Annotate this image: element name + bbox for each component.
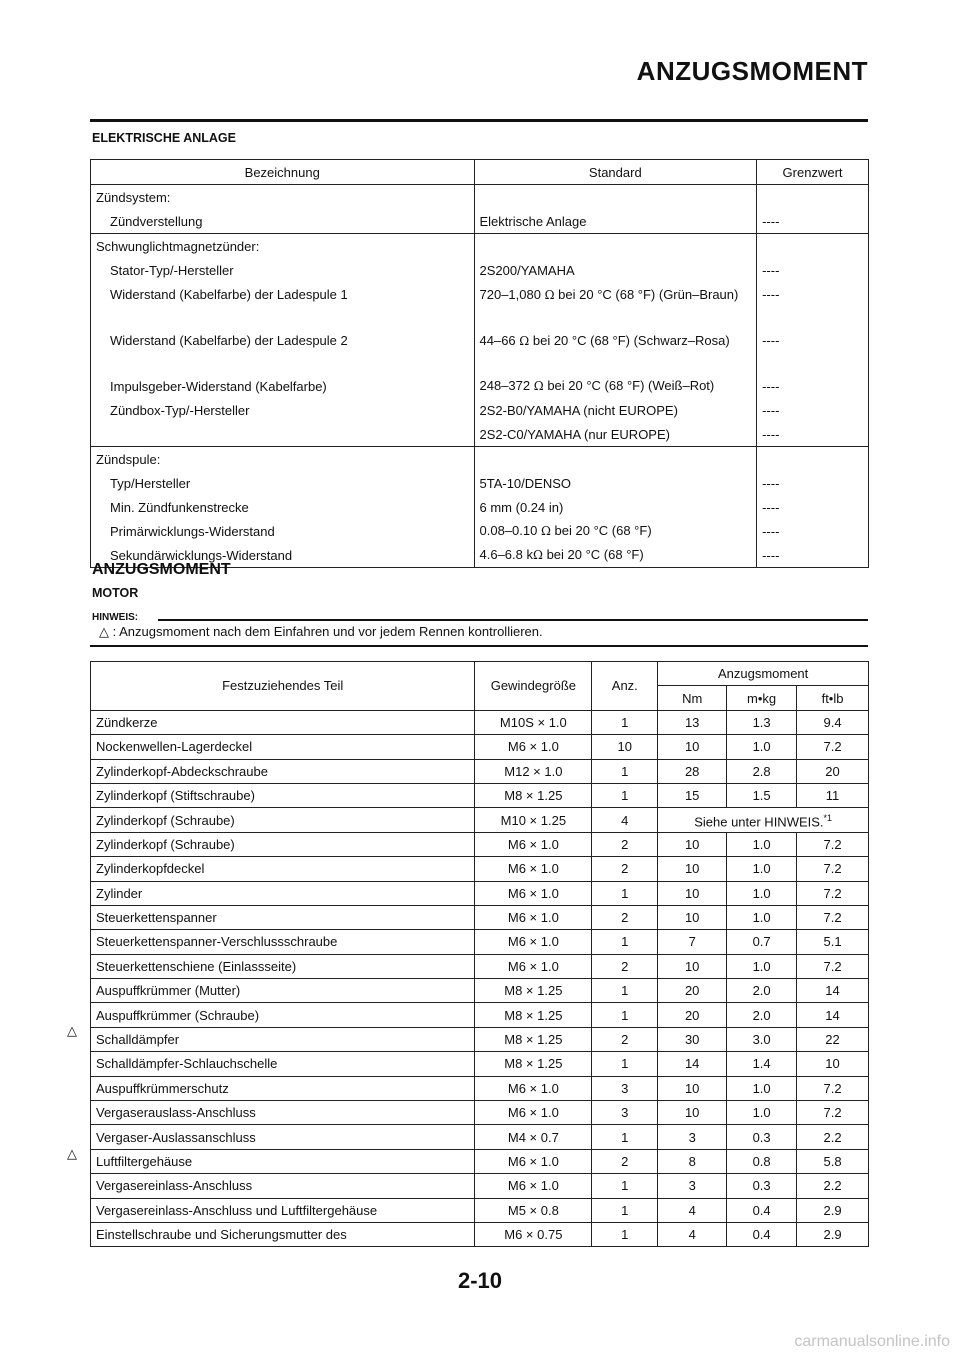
triangle-icon: △ xyxy=(67,1023,77,1038)
quantity: 2 xyxy=(592,832,658,856)
note-text: : Anzugsmoment nach dem Einfahren und vor jedem Rennen kontrollieren. xyxy=(112,624,543,639)
torque-nm: 15 xyxy=(658,783,727,807)
watermark: carmanualsonline.info xyxy=(794,1333,950,1350)
table-row xyxy=(91,422,869,447)
torque-nm: 20 xyxy=(658,1003,727,1027)
table-row xyxy=(91,905,869,929)
torque-mkg: 1.4 xyxy=(727,1052,797,1076)
spec-standard: 2S200/YAMAHA xyxy=(474,258,757,282)
torque-ftlb: 11 xyxy=(797,783,869,807)
thread-size: M8 × 1.25 xyxy=(475,1052,592,1076)
spec-label: Widerstand (Kabelfarbe) der Ladespule 1 xyxy=(91,282,475,328)
torque-nm: 10 xyxy=(658,832,727,856)
thread-size: M6 × 1.0 xyxy=(475,930,592,954)
part-name: Auspuffkrümmerschutz xyxy=(91,1076,475,1100)
header-thread: Gewindegröße xyxy=(475,662,592,711)
footnote-ref: *1 xyxy=(823,812,833,823)
part-name: Vergaser-Auslassanschluss xyxy=(91,1125,475,1149)
torque-nm: 30 xyxy=(658,1027,727,1051)
torque-ftlb: 5.8 xyxy=(797,1149,869,1173)
spec-standard: 6 mm (0.24 in) xyxy=(474,495,757,519)
table-row xyxy=(91,258,869,282)
torque-mkg: 1.0 xyxy=(727,1076,797,1100)
section-title-electrical: ELEKTRISCHE ANLAGE xyxy=(92,131,236,145)
spec-label: Typ/Hersteller xyxy=(91,471,475,495)
table-row xyxy=(91,471,869,495)
quantity: 2 xyxy=(592,1149,658,1173)
quantity: 4 xyxy=(592,808,658,832)
part-name: Steuerkettenspanner-Verschlussschraube xyxy=(91,930,475,954)
spec-standard: 248–372 Ω bei 20 °C (68 °F) (Weiß–Rot) xyxy=(474,374,757,398)
thread-size: M5 × 0.8 xyxy=(475,1198,592,1222)
spec-limit: ---- xyxy=(757,374,869,398)
spec-limit: ---- xyxy=(757,543,869,568)
table-row xyxy=(91,1101,869,1125)
torque-ftlb: 2.9 xyxy=(797,1198,869,1222)
header-mkg: m•kg xyxy=(727,686,797,710)
hinweis-rule xyxy=(158,619,868,621)
ohm-symbol: Ω xyxy=(540,524,551,538)
part-name: Zylinderkopf (Schraube) xyxy=(91,832,475,856)
table-row xyxy=(91,930,869,954)
torque-ftlb: 2.2 xyxy=(797,1174,869,1198)
spec-standard: 0.08–0.10 Ω bei 20 °C (68 °F) xyxy=(474,519,757,543)
torque-mkg: 0.4 xyxy=(727,1198,797,1222)
torque-ftlb: 7.2 xyxy=(797,954,869,978)
torque-ftlb: 14 xyxy=(797,979,869,1003)
torque-ftlb: 7.2 xyxy=(797,832,869,856)
torque-mkg: 3.0 xyxy=(727,1027,797,1051)
ohm-symbol: Ω xyxy=(544,288,555,302)
table-row xyxy=(91,881,869,905)
torque-note: Siehe unter HINWEIS.$^{*1}$ xyxy=(658,808,869,832)
table-row xyxy=(91,495,869,519)
quantity: 1 xyxy=(592,1174,658,1198)
spec-label: Min. Zündfunkenstrecke xyxy=(91,495,475,519)
table-row xyxy=(91,1125,869,1149)
table-row xyxy=(91,1222,869,1246)
header-standard: Standard xyxy=(474,160,757,185)
torque-mkg: 1.0 xyxy=(727,857,797,881)
table-row xyxy=(91,1149,869,1173)
torque-nm: 28 xyxy=(658,759,727,783)
torque-nm: 10 xyxy=(658,857,727,881)
table-header-row xyxy=(91,662,869,686)
torque-nm: 8 xyxy=(658,1149,727,1173)
torque-ftlb: 7.2 xyxy=(797,905,869,929)
spec-limit: ---- xyxy=(757,398,869,422)
quantity: 1 xyxy=(592,1198,658,1222)
torque-body xyxy=(91,710,869,1247)
spec-label: Stator-Typ/-Hersteller xyxy=(91,258,475,282)
thread-size: M6 × 0.75 xyxy=(475,1222,592,1246)
table-row xyxy=(91,209,869,234)
spec-limit: ---- xyxy=(757,471,869,495)
table-row xyxy=(91,282,869,328)
header-limit: Grenzwert xyxy=(757,160,869,185)
torque-nm: 10 xyxy=(658,1101,727,1125)
part-name: Einstellschraube und Sicherungsmutter des xyxy=(91,1222,475,1246)
quantity: 1 xyxy=(592,759,658,783)
spec-limit: ---- xyxy=(757,209,869,234)
thread-size: M6 × 1.0 xyxy=(475,1101,592,1125)
spec-limit: ---- xyxy=(757,258,869,282)
spec-standard: Elektrische Anlage xyxy=(474,209,757,234)
torque-ftlb: 14 xyxy=(797,1003,869,1027)
torque-nm: 10 xyxy=(658,735,727,759)
spec-label: Widerstand (Kabelfarbe) der Ladespule 2 xyxy=(91,328,475,374)
torque-nm: 7 xyxy=(658,930,727,954)
thread-size: M6 × 1.0 xyxy=(475,1149,592,1173)
torque-ftlb: 7.2 xyxy=(797,1101,869,1125)
thread-size: M6 × 1.0 xyxy=(475,832,592,856)
spec-label xyxy=(91,422,475,447)
part-name: Zylinderkopf (Schraube) xyxy=(91,808,475,832)
part-name: Vergasereinlass-Anschluss xyxy=(91,1174,475,1198)
table-row xyxy=(91,1174,869,1198)
thread-size: M8 × 1.25 xyxy=(475,783,592,807)
quantity: 2 xyxy=(592,857,658,881)
part-name: Steuerkettenspanner xyxy=(91,905,475,929)
part-name: Vergaserauslass-Anschluss xyxy=(91,1101,475,1125)
spec-limit: ---- xyxy=(757,422,869,447)
table-row xyxy=(91,374,869,398)
torque-nm: 10 xyxy=(658,905,727,929)
torque-nm: 4 xyxy=(658,1222,727,1246)
torque-ftlb: 7.2 xyxy=(797,1076,869,1100)
quantity: 1 xyxy=(592,881,658,905)
spec-label: Zündverstellung xyxy=(91,209,475,234)
torque-ftlb: 22 xyxy=(797,1027,869,1051)
spec-limit: ---- xyxy=(757,495,869,519)
torque-ftlb: 2.2 xyxy=(797,1125,869,1149)
table-row xyxy=(91,710,869,734)
part-name: Zylinder xyxy=(91,881,475,905)
header-qty: Anz. xyxy=(592,662,658,711)
torque-ftlb: 2.9 xyxy=(797,1222,869,1246)
torque-nm: 20 xyxy=(658,979,727,1003)
part-name: Auspuffkrümmer (Schraube) xyxy=(91,1003,475,1027)
table-header-row xyxy=(91,160,869,185)
header-nm: Nm xyxy=(658,686,727,710)
torque-ftlb: 10 xyxy=(797,1052,869,1076)
torque-nm: 3 xyxy=(658,1125,727,1149)
hinweis-label: HINWEIS: xyxy=(92,612,139,623)
table-row xyxy=(91,979,869,1003)
table-row xyxy=(91,832,869,856)
quantity: 2 xyxy=(592,905,658,929)
part-name: Zündkerze xyxy=(91,710,475,734)
torque-nm: 4 xyxy=(658,1198,727,1222)
ohm-symbol: Ω xyxy=(533,379,544,393)
table-row xyxy=(91,1076,869,1100)
part-name: Nockenwellen-Lagerdeckel xyxy=(91,735,475,759)
thread-size: M6 × 1.0 xyxy=(475,735,592,759)
spec-limit: ---- xyxy=(757,328,869,374)
spec-standard: 2S2-C0/YAMAHA (nur EUROPE) xyxy=(474,422,757,447)
torque-nm: 3 xyxy=(658,1174,727,1198)
part-name: Steuerkettenschiene (Einlassseite) xyxy=(91,954,475,978)
header-designation: Bezeichnung xyxy=(91,160,475,185)
note-rule xyxy=(90,645,868,647)
thread-size: M6 × 1.0 xyxy=(475,1174,592,1198)
section-heading: ANZUGSMOMENT xyxy=(92,561,231,578)
torque-nm: 13 xyxy=(658,710,727,734)
table-row xyxy=(91,519,869,543)
quantity: 3 xyxy=(592,1076,658,1100)
quantity: 2 xyxy=(592,1027,658,1051)
table-row xyxy=(91,447,869,472)
torque-mkg: 1.5 xyxy=(727,783,797,807)
torque-mkg: 2.0 xyxy=(727,1003,797,1027)
header-torque: Anzugsmoment xyxy=(658,662,869,686)
torque-mkg: 2.8 xyxy=(727,759,797,783)
table-row xyxy=(91,398,869,422)
spec-limit: ---- xyxy=(757,282,869,328)
quantity: 1 xyxy=(592,1125,658,1149)
spec-label: Sekundärwicklungs-Widerstand xyxy=(91,543,475,568)
quantity: 2 xyxy=(592,954,658,978)
table-row xyxy=(91,1003,869,1027)
torque-nm: 14 xyxy=(658,1052,727,1076)
torque-mkg: 0.3 xyxy=(727,1125,797,1149)
torque-table xyxy=(90,661,869,1247)
thread-size: M12 × 1.0 xyxy=(475,759,592,783)
ohm-symbol: Ω xyxy=(519,334,530,348)
page-title: ANZUGSMOMENT xyxy=(636,56,868,86)
spec-label: Impulsgeber-Widerstand (Kabelfarbe) xyxy=(91,374,475,398)
spec-label: Primärwicklungs-Widerstand xyxy=(91,519,475,543)
spec-standard: 4.6–6.8 kΩ bei 20 °C (68 °F) xyxy=(474,543,757,568)
quantity: 3 xyxy=(592,1101,658,1125)
torque-ftlb: 9.4 xyxy=(797,710,869,734)
group-label: Zündsystem: xyxy=(91,185,475,210)
table-row xyxy=(91,759,869,783)
torque-nm: 10 xyxy=(658,881,727,905)
torque-mkg: 1.0 xyxy=(727,832,797,856)
part-name: Vergasereinlass-Anschluss und Luftfiltergehäuse xyxy=(91,1198,475,1222)
header-ftlb: ft•lb xyxy=(797,686,869,710)
part-name: Zylinderkopfdeckel xyxy=(91,857,475,881)
quantity: 1 xyxy=(592,930,658,954)
torque-ftlb: 7.2 xyxy=(797,735,869,759)
ohm-symbol: Ω xyxy=(533,548,543,562)
table-row xyxy=(91,735,869,759)
group-label: Schwunglichtmagnetzünder: xyxy=(91,234,475,259)
thread-size: M10S × 1.0 xyxy=(475,710,592,734)
thread-size: M8 × 1.25 xyxy=(475,979,592,1003)
table-row xyxy=(91,1027,869,1051)
table-row xyxy=(91,1198,869,1222)
hinweis-note xyxy=(99,624,543,640)
table-row xyxy=(91,185,869,210)
torque-ftlb: 7.2 xyxy=(797,857,869,881)
triangle-icon: △ xyxy=(99,624,109,639)
thread-size: M6 × 1.0 xyxy=(475,954,592,978)
part-name: Zylinderkopf (Stiftschraube) xyxy=(91,783,475,807)
table-row xyxy=(91,328,869,374)
page-number: 2-10 xyxy=(457,1268,503,1293)
torque-mkg: 0.8 xyxy=(727,1149,797,1173)
quantity: 1 xyxy=(592,1222,658,1246)
thread-size: M6 × 1.0 xyxy=(475,1076,592,1100)
table-row xyxy=(91,234,869,259)
table-row xyxy=(91,808,869,832)
quantity: 1 xyxy=(592,1003,658,1027)
thread-size: M6 × 1.0 xyxy=(475,857,592,881)
torque-mkg: 0.4 xyxy=(727,1222,797,1246)
section-title-motor: MOTOR xyxy=(92,586,139,600)
thread-size: M8 × 1.25 xyxy=(475,1003,592,1027)
thread-size: M4 × 0.7 xyxy=(475,1125,592,1149)
torque-mkg: 1.0 xyxy=(727,735,797,759)
torque-ftlb: 5.1 xyxy=(797,930,869,954)
electrical-spec-table xyxy=(90,159,869,568)
triangle-icon: △ xyxy=(67,1146,77,1161)
spec-standard: 5TA-10/DENSO xyxy=(474,471,757,495)
thread-size: M6 × 1.0 xyxy=(475,881,592,905)
part-name: Auspuffkrümmer (Mutter) xyxy=(91,979,475,1003)
quantity: 10 xyxy=(592,735,658,759)
spec-standard: 720–1,080 Ω bei 20 °C (68 °F) (Grün–Braun) xyxy=(474,282,757,328)
spec-standard: 44–66 Ω bei 20 °C (68 °F) (Schwarz–Rosa) xyxy=(474,328,757,374)
thread-size: M6 × 1.0 xyxy=(475,905,592,929)
table-row xyxy=(91,1052,869,1076)
table-row xyxy=(91,954,869,978)
quantity: 1 xyxy=(592,1052,658,1076)
torque-mkg: 1.0 xyxy=(727,905,797,929)
torque-nm: 10 xyxy=(658,1076,727,1100)
quantity: 1 xyxy=(592,783,658,807)
part-name: Schalldämpfer xyxy=(91,1027,475,1051)
torque-mkg: 0.3 xyxy=(727,1174,797,1198)
header-part: Festzuziehendes Teil xyxy=(91,662,475,711)
part-name: Zylinderkopf-Abdeckschraube xyxy=(91,759,475,783)
torque-nm: 10 xyxy=(658,954,727,978)
torque-ftlb: 20 xyxy=(797,759,869,783)
part-name: Schalldämpfer-Schlauchschelle xyxy=(91,1052,475,1076)
spec-limit: ---- xyxy=(757,519,869,543)
torque-mkg: 0.7 xyxy=(727,930,797,954)
torque-mkg: 1.0 xyxy=(727,954,797,978)
thread-size: M8 × 1.25 xyxy=(475,1027,592,1051)
thread-size: M10 × 1.25 xyxy=(475,808,592,832)
torque-mkg: 2.0 xyxy=(727,979,797,1003)
spec-standard: 2S2-B0/YAMAHA (nicht EUROPE) xyxy=(474,398,757,422)
group-label: Zündspule: xyxy=(91,447,475,472)
spec-label: Zündbox-Typ/-Hersteller xyxy=(91,398,475,422)
torque-mkg: 1.0 xyxy=(727,1101,797,1125)
table-row xyxy=(91,857,869,881)
table-row xyxy=(91,783,869,807)
title-rule xyxy=(90,119,868,122)
torque-ftlb: 7.2 xyxy=(797,881,869,905)
torque-mkg: 1.3 xyxy=(727,710,797,734)
quantity: 1 xyxy=(592,979,658,1003)
quantity: 1 xyxy=(592,710,658,734)
part-name: Luftfiltergehäuse xyxy=(91,1149,475,1173)
torque-mkg: 1.0 xyxy=(727,881,797,905)
